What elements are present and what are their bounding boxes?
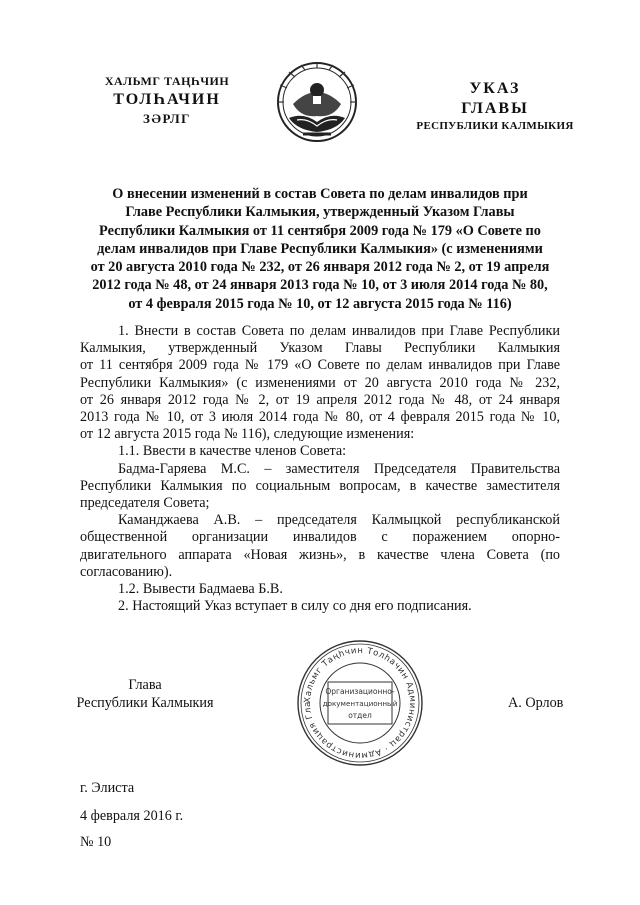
signatory-title-line1: Глава: [128, 677, 162, 693]
body-line: общественной организации инвалидов с поражением опорно-: [80, 529, 560, 546]
body-line: председателя Совета;: [80, 495, 210, 512]
kalmykia-coat-of-arms-icon: [273, 60, 361, 144]
body-line: 1.1. Ввести в качестве членов Совета:: [118, 443, 347, 460]
title-line: 2012 года № 48, от 24 января 2013 года № 10, от 3 июля 2014 года № 80,: [92, 277, 548, 294]
body-line: согласованию).: [80, 563, 173, 580]
signatory-title-line2: Республики Калмыкия: [76, 695, 214, 711]
body-line: Каманджаева А.В. – председателя Калмыцкой республиканской: [118, 512, 560, 529]
right-header-line2: ГЛАВЫ: [461, 100, 529, 117]
signatory-name: А. Орлов: [508, 695, 564, 711]
left-header-line3: ЗӘРЛГ: [143, 111, 191, 126]
official-seal: [295, 638, 425, 768]
document-body: [80, 323, 560, 615]
body-line: Бадма-Гаряева М.С. – заместителя Председателя Правительства: [118, 460, 560, 477]
right-header: [380, 80, 610, 132]
svg-text:Хальмг Таңһчин Толһачин Админи: Хальмг Таңһчин Толһачин Администрац · Администрация Гла: [302, 645, 418, 761]
title-line: делам инвалидов при Главе Республики Калмыкия» (с изменениями: [97, 240, 543, 257]
body-line: от 11 сентября 2009 года № 179 «О Совете по делам инвалидов при Главе: [80, 357, 560, 374]
body-line: от 26 января 2012 года № 2, от 19 апреля 2012 года № 48, от 24 января: [80, 391, 560, 408]
right-header-line1: УКАЗ: [469, 80, 521, 97]
svg-text:документационный: документационный: [322, 699, 398, 708]
left-header: [82, 74, 252, 127]
document-date: 4 февраля 2016 г.: [80, 808, 184, 824]
right-header-line3: РЕСПУБЛИКИ КАЛМЫКИЯ: [416, 120, 574, 132]
body-line: 1. Внести в состав Совета по делам инвалидов при Главе Республики: [118, 323, 560, 339]
body-line: 2. Настоящий Указ вступает в силу со дня его подписания.: [118, 598, 472, 615]
body-line: Калмыкия, утвержденный Указом Главы Республики Калмыкия: [80, 340, 560, 357]
body-line: Республики Калмыкия» (с изменениями от 20 августа 2010 года № 232,: [80, 374, 560, 391]
svg-text:отдел: отдел: [348, 711, 372, 720]
left-header-line1: ХАЛЬМГ ТАҢҺЧИН: [104, 74, 230, 88]
title-line: О внесении изменений в состав Совета по делам инвалидов при: [112, 186, 528, 202]
document-title: [80, 185, 560, 313]
body-line: двигательного аппарата «Новая жизнь», в качестве члена Совета (по: [80, 546, 560, 563]
body-line: 2013 года № 10, от 3 июля 2014 года № 80, от 4 февраля 2015 года № 10,: [80, 409, 560, 426]
left-header-line2: ТОЛҺАЧИН: [113, 91, 221, 108]
title-line: от 20 августа 2010 года № 232, от 26 января 2012 года № 2, от 19 апреля: [90, 259, 550, 276]
title-line: Главе Республики Калмыкия, утвержденный Указом Главы: [125, 204, 515, 221]
document-number: № 10: [80, 834, 112, 850]
title-line: Республики Калмыкия от 11 сентября 2009 года № 179 «О Совете по: [99, 222, 541, 239]
place-of-signing: г. Элиста: [80, 780, 135, 796]
body-line: Республики Калмыкия по социальным вопросам, в качестве заместителя: [80, 477, 560, 494]
title-line: от 4 февраля 2015 года № 10, от 12 августа 2015 года № 116): [128, 295, 512, 312]
signatory-title: [60, 676, 230, 712]
svg-text:Организационно-: Организационно-: [325, 687, 395, 696]
body-line: 1.2. Вывести Бадмаева Б.В.: [118, 581, 283, 598]
body-line: от 12 августа 2015 года № 116), следующие изменения:: [80, 426, 415, 443]
